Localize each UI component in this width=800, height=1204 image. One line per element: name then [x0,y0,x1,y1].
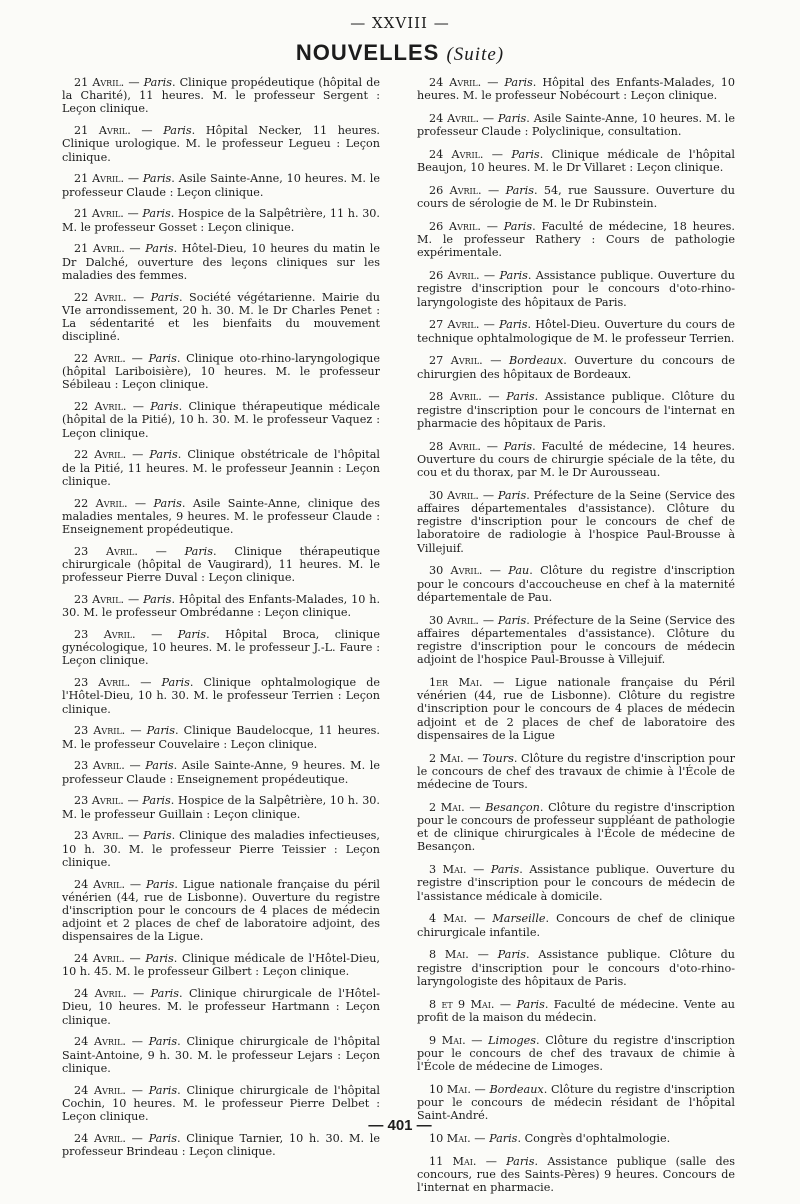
entry-date: 30 Avril. [429,488,479,502]
entry-text: Clinique ophtalmologique de l'Hôtel-Dieu, 10 h. 30. M. le professeur Terrien : Leçon clinique. [62,676,380,716]
entry-text: Préfecture de la Seine (Service des affaires départementales d'assistance). Clôture du registre d'inscription pour le concours de chef de laboratoire de radiologie à l'hospice Paul-Brousse à Villejuif. [417,488,735,555]
entry-date: 26 Avril. [429,184,482,197]
news-entry: 2 Mai. — Besançon. Clôture du registre d'inscription pour le concours de professeur suppléant de pathologie et de clinique chirurgicales à l'École de médecine de Besançon. [417,800,735,854]
entry-text: Faculté de médecine, 18 heures. M. le professeur Rathery : Cours de pathologie expérimentale. [417,220,735,260]
news-entry: 23 Avril. — Paris. Clinique Baudelocque, 11 heures. M. le professeur Couvelaire : Leçon clinique. [62,724,380,751]
news-entry: 2 Mai. — Tours. Clôture du registre d'inscription pour le concours de chef des travaux de chimie à l'École de médecine de Tours. [417,751,735,792]
news-entry: 9 Mai. — Limoges. Clôture du registre d'inscription pour le concours de chef des travaux de chimie à l'École de médecine de Limoges. [417,1033,735,1074]
news-entry: 24 Avril. — Paris. Clinique chirurgicale de l'hôpital Cochin, 10 heures. M. le professeur Pierre Delbet : Leçon clinique. [62,1083,380,1124]
entry-date: 11 Mai. [429,1154,477,1168]
entry-date: 24 Avril. [74,1035,126,1049]
news-entry: 21 Avril. — Paris. Hospice de la Salpêtrière, 11 h. 30. M. le professeur Gosset : Leçon clinique. [62,207,380,234]
entry-date: 23 Avril. [74,829,125,843]
entry-text: Hôpital des Enfants-Malades, 10 h. 30. M. le professeur Ombrédanne : Leçon clinique. [62,593,380,620]
news-entry: 1er Mai. — Ligue nationale française du Péril vénérien (44, rue de Lisbonne). Clôture du registre d'inscription pour le concours de 4 places de médecin adjoint et de 2 places de chef de laboratoire des dispensaires de la Ligue [417,676,735,742]
entry-text: Clinique thérapeutique chirurgicale (hôpital de Vaugirard), 11 heures. M. le professeur Pierre Duval : Leçon clinique. [62,544,380,585]
entry-date: 30 Avril. [429,564,483,578]
left-column [62,76,380,1167]
entry-date: 23 Avril. [74,759,125,773]
entry-date: 23 Avril. [74,593,125,607]
entry-place: Paris [148,1035,178,1049]
entry-date: 22 Avril. [74,290,127,304]
news-entry: 23 Avril. — Paris. Clinique thérapeutique chirurgicale (hôpital de Vaugirard), 11 heures. M. le professeur Pierre Duval : Leçon clinique. [62,544,380,585]
entry-place: Paris [142,794,171,808]
entry-date: 24 Avril. [74,1083,126,1097]
news-entry: 27 Avril. — Bordeaux. Ouverture du concours de chirurgien des hôpitaux de Bordeaux. [417,354,735,381]
entry-place: Paris [503,439,533,453]
entry-text: Clôture du registre d'inscription pour le concours d'accoucheuse en chef à la maternité départementale de Pau. [417,564,735,604]
entry-text: Clinique médicale de l'Hôtel-Dieu, 10 h. 45. M. le professeur Gilbert : Leçon clinique. [62,952,380,979]
entry-date: 21 Avril. [74,207,124,221]
entry-date: 2 Mai. [429,751,464,765]
news-entry: 4 Mai. — Marseille. Concours de chef de clinique chirurgicale infantile. [417,912,735,939]
entry-place: Paris [142,172,172,186]
entry-text: Clinique oto-rhino-laryngologique (hôpital Lariboisière), 10 heures. M. le professeur Sébileau : Leçon clinique. [62,352,380,392]
entry-text: Ouverture du concours de chirurgien des hôpitaux de Bordeaux. [417,354,735,381]
news-entry: 22 Avril. — Paris. Clinique thérapeutique médicale (hôpital de la Pitié), 10 h. 30. M. le professeur Vaquez : Leçon clinique. [62,400,380,440]
entry-text: Assistance publique. Ouverture du registre d'inscription pour le concours de médecin de l'assistance médicale à domicile. [417,863,735,903]
entry-place: Paris [497,488,527,502]
entry-text: Clinique chirurgicale de l'hôpital Saint-Antoine, 9 h. 30. M. le professeur Lejars : Leçon clinique. [62,1035,380,1075]
news-entry: 27 Avril. — Paris. Hôtel-Dieu. Ouverture du cours de technique ophtalmologique de M. le professeur Terrien. [417,318,735,345]
entry-text: Clôture du registre d'inscription pour le concours de professeur suppléant de pathologie et de clinique chirurgicales à l'École de médecine de Besançon. [417,800,735,854]
entry-date: 21 Avril. [74,124,131,138]
entry-place: Paris [163,124,192,138]
entry-place: Paris [505,184,534,197]
entry-text: Asile Sainte-Anne, 9 heures. M. le professeur Claude : Enseignement propédeutique. [62,759,380,786]
entry-text: Clôture du registre d'inscription pour le concours de chef des travaux de chimie à l'École de médecine de Tours. [417,751,735,792]
news-entry: 23 Avril. — Paris. Clinique ophtalmologique de l'Hôtel-Dieu, 10 h. 30. M. le professeur Terrien : Leçon clinique. [62,676,380,716]
entry-text: Hôpital Broca, clinique gynécologique, 10 heures. M. le professeur J.-L. Faure : Leçon clinique. [62,628,380,668]
entry-place: Paris [145,242,174,256]
entry-place: Paris [145,952,174,966]
entry-date: 30 Avril. [429,613,479,627]
news-entry: 21 Avril. — Paris. Clinique propédeutique (hôpital de la Charité), 11 heures. M. le professeur Sergent : Leçon clinique. [62,76,380,116]
entry-text: Asile Sainte-Anne, clinique des maladies mentales, 9 heures. M. le professeur Claude : Enseignement propédeutique. [62,496,380,537]
entry-place: Paris [143,593,172,607]
entry-date: 23 Avril. [74,544,138,558]
entry-text: Clinique des maladies infectieuses, 10 h. 30. M. le professeur Pierre Teissier : Leçon clinique. [62,829,380,869]
news-entry: 23 Avril. — Paris. Hôpital des Enfants-Malades, 10 h. 30. M. le professeur Ombrédanne : Leçon clinique. [62,593,380,620]
news-entry: 23 Avril. — Paris. Clinique des maladies infectieuses, 10 h. 30. M. le professeur Pierre Teissier : Leçon clinique. [62,829,380,869]
entry-place: Limoges [488,1033,536,1047]
entry-date: 9 Mai. [429,1033,466,1047]
entry-text: Hôpital Necker, 11 heures. Clinique urologique. M. le professeur Legueu : Leçon clinique. [62,124,380,164]
entry-date: 24 Avril. [74,1131,126,1145]
entry-place: Paris [150,987,179,1001]
entry-place: Paris [145,877,175,891]
entry-text: Congrès d'ophtalmologie. [524,1132,671,1146]
news-entry: 30 Avril. — Pau. Clôture du registre d'inscription pour le concours d'accoucheuse en chef à la maternité départementale de Pau. [417,564,735,604]
entry-place: Paris [497,613,527,627]
entry-date: 28 Avril. [429,390,482,404]
news-entry: 26 Avril. — Paris. Faculté de médecine, 18 heures. M. le professeur Rathery : Cours de pathologie expérimentale. [417,220,735,260]
entry-date: 2 Mai. [429,800,465,814]
news-entry: 26 Avril. — Paris. 54, rue Saussure. Ouverture du cours de sérologie de M. le Dr Rubinstein. [417,184,735,211]
entry-date: 23 Avril. [74,676,131,690]
news-entry: 22 Avril. — Paris. Société végétarienne. Mairie du VIe arrondissement, 20 h. 30. M. le Dr Charles Penet : La sédentarité et les bienfaits du mouvement discipliné. [62,290,380,344]
entry-date: 22 Avril. [74,352,126,366]
entry-date: 27 Avril. [429,318,480,332]
entry-date: 26 Avril. [429,220,481,233]
entry-place: Paris [146,724,176,738]
entry-date: 3 Mai. [429,863,467,877]
entry-text: Clinique chirurgicale de l'hôpital Cochin, 10 heures. M. le professeur Pierre Delbet : Leçon clinique. [62,1083,380,1124]
news-entry: 24 Avril. — Paris. Clinique Tarnier, 10 h. 30. M. le professeur Brindeau : Leçon clinique. [62,1131,380,1159]
entry-date: 23 Avril. [74,794,124,808]
entry-place: Paris [149,448,178,462]
entry-text: 54, rue Saussure. Ouverture du cours de sérologie de M. le Dr Rubinstein. [417,184,735,211]
entry-date: 10 Mai. [429,1082,471,1096]
news-entry: 22 Avril. — Paris. Clinique oto-rhino-laryngologique (hôpital Lariboisière), 10 heures. M. le professeur Sébileau : Leçon clinique. [62,352,380,392]
news-entry: 24 Avril. — Paris. Asile Sainte-Anne, 10 heures. M. le professeur Claude : Polyclinique, consultation. [417,112,735,139]
entry-date: 21 Avril. [74,242,125,256]
entry-place: Paris [150,400,179,414]
entry-text: Hôtel-Dieu, 10 heures du matin le Dr Dalché, ouverture des leçons cliniques sur les maladies des femmes. [62,242,380,282]
entry-text: Clinique thérapeutique médicale (hôpital de la Pitié), 10 h. 30. M. le professeur Vaquez : Leçon clinique. [62,400,380,440]
entry-place: Besançon [485,800,540,814]
entry-place: Bordeaux [489,1082,544,1096]
news-entry: 11 Mai. — Paris. Assistance publique (salle des concours, rue des Saints-Pères) 9 heures. Concours de l'internat en pharmacie. [417,1154,735,1195]
entry-text: Assistance publique. Clôture du registre d'inscription pour le concours de l'internat en pharmacie des hôpitaux de Paris. [417,390,735,430]
entry-text: Concours de chef de clinique chirurgicale infantile. [417,912,735,939]
entry-date: 22 Avril. [74,448,127,462]
entry-date: 22 Avril. [74,400,127,414]
entry-date: 24 Avril. [74,987,127,1001]
entry-date: 8 Mai. [429,948,469,962]
entry-place: Paris [148,1131,177,1145]
entry-place: Paris [143,829,172,843]
entry-date: 24 Avril. [429,148,484,161]
entry-place: Paris [503,220,533,233]
news-entry: 21 Avril. — Paris. Asile Sainte-Anne, 10 heures. M. le professeur Claude : Leçon clinique. [62,172,380,199]
news-entry: 30 Avril. — Paris. Préfecture de la Seine (Service des affaires départementales d'assistance). Clôture du registre d'inscription pour le concours de chef de laboratoire de radiologie à l'hospice Paul-Brousse à Villejuif. [417,488,735,555]
news-entry: 23 Avril. — Paris. Hôpital Broca, clinique gynécologique, 10 heures. M. le professeur J.-L. Faure : Leçon clinique. [62,628,380,668]
news-entry: 10 Mai. — Paris. Congrès d'ophtalmologie. [429,1132,671,1146]
entry-date: 27 Avril. [429,354,483,368]
news-entry: 21 Avril. — Paris. Hôtel-Dieu, 10 heures du matin le Dr Dalché, ouverture des leçons cliniques sur les maladies des femmes. [62,242,380,282]
entry-text: Hôpital des Enfants-Malades, 10 heures. M. le professeur Nobécourt : Leçon clinique. [417,76,735,103]
entry-place: Paris [499,269,528,283]
news-entry: 21 Avril. — Paris. Hôpital Necker, 11 heures. Clinique urologique. M. le professeur Legueu : Leçon clinique. [62,124,380,164]
entry-date: 24 Avril. [74,952,125,966]
entry-place: Paris [184,544,214,558]
entry-date: 24 Avril. [429,112,479,125]
entry-text: Asile Sainte-Anne, 10 heures. M. le professeur Claude : Leçon clinique. [62,172,380,199]
entry-place: Paris [511,148,540,161]
entry-text: Ligue nationale française du péril vénérien (44, rue de Lisbonne). Ouverture du registre d'inscription pour le concours de 4 places de médecin adjoint et 2 places de chef de laboratoire adjoint, des dispensaires de la Ligue. [62,877,380,944]
entry-text: Assistance publique (salle des concours, rue des Saints-Pères) 9 heures. Concours de l'internat en pharmacie. [417,1154,735,1195]
entry-text: Ligue nationale française du Péril vénérien (44, rue de Lisbonne). Clôture du registre d'inscription pour le concours de 4 places de médecin adjoint et de 2 places de chef de laboratoire des dispensaires de la Ligue [417,676,735,742]
entry-date: 4 Mai. [429,912,468,926]
page-title [0,40,800,66]
entry-text: Clinique obstétricale de l'hôpital de la Pitié, 11 heures. M. le professeur Jeannin : Leçon clinique. [62,448,380,488]
entry-place: Paris [506,390,535,404]
entry-place: Paris [177,628,207,642]
entry-place: Tours [482,751,514,765]
entry-place: Paris [148,352,177,366]
right-column [417,76,735,1204]
entry-text: Clôture du registre d'inscription pour le concours de chef des travaux de chimie à l'École de médecine de Limoges. [417,1033,735,1074]
entry-text: Clinique Baudelocque, 11 heures. M. le professeur Couvelaire : Leçon clinique. [62,724,380,751]
news-entry: 10 Mai. — Bordeaux. Clôture du registre d'inscription pour le concours de médecin résidant de l'hôpital Saint-André. [417,1082,735,1123]
news-entry: 28 Avril. — Paris. Faculté de médecine, 14 heures. Ouverture du cours de chirurgie spéciale de la tête, du cou et du thorax, par M. le Dr Aurousseau. [417,439,735,480]
entry-place: Paris [148,1083,178,1097]
entry-date: 23 Avril. [74,724,126,738]
title-suffix: (Suite) [446,44,505,65]
entry-text: Faculté de médecine, 14 heures. Ouverture du cours de chirurgie spéciale de la tête, du cou et du thorax, par M. le Dr Aurousseau. [417,439,735,480]
news-entry: 24 Avril. — Paris. Ligue nationale française du péril vénérien (44, rue de Lisbonne). Ouverture du registre d'inscription pour le concours de 4 places de médecin adjoint et 2 places de chef de laboratoire adjoint, des dispensaires de la Ligue. [62,877,380,944]
entry-place: Paris [497,112,527,125]
entry-text: Clinique chirurgicale de l'Hôtel-Dieu, 10 heures. M. le professeur Hartmann : Leçon clinique. [62,987,380,1027]
news-entry: 23 Avril. — Paris. Asile Sainte-Anne, 9 heures. M. le professeur Claude : Enseignement propédeutique. [62,759,380,786]
entry-date: 10 Mai. [429,1132,471,1146]
entry-place: Paris [145,759,174,773]
entry-place: Paris [489,1132,518,1146]
entry-date: 28 Avril. [429,439,481,453]
entry-place: Paris [490,863,520,877]
news-entry: 30 Avril. — Paris. Préfecture de la Seine (Service des affaires départementales d'assistance). Clôture du registre d'inscription pour le concours de médecin adjoint de l'hospice Paul-Brousse à Villejuif. [417,613,735,667]
entry-date: 22 Avril. [74,496,128,510]
entry-place: Bordeaux [508,354,564,368]
news-entry: 22 Avril. — Paris. Asile Sainte-Anne, clinique des maladies mentales, 9 heures. M. le professeur Claude : Enseignement propédeutique. [62,496,380,537]
roman-page-number: — XXVIII — [350,14,450,32]
entry-text: Asile Sainte-Anne, 10 heures. M. le professeur Claude : Polyclinique, consultation. [417,112,735,139]
entry-date: 23 Avril. [74,628,136,642]
entry-place: Paris [143,76,172,89]
entry-date: 26 Avril. [429,269,480,283]
entry-text: Hôtel-Dieu. Ouverture du cours de technique ophtalmologique de M. le professeur Terrien. [417,318,735,345]
news-entry: 24 Avril. — Paris. Clinique chirurgicale de l'Hôtel-Dieu, 10 heures. M. le professeur Hartmann : Leçon clinique. [62,987,380,1027]
news-entry: 3 Mai. — Paris. Assistance publique. Ouverture du registre d'inscription pour le concours de médecin de l'assistance médicale à domicile. [417,863,735,903]
entry-text: Société végétarienne. Mairie du VIe arrondissement, 20 h. 30. M. le Dr Charles Penet : La sédentarité et les bienfaits du mouvement discipliné. [62,290,380,344]
entry-text: Hospice de la Salpêtrière, 10 h. 30. M. le professeur Guillain : Leçon clinique. [62,794,380,821]
entry-date: 24 Avril. [74,877,126,891]
entry-text: Clinique Tarnier, 10 h. 30. M. le professeur Brindeau : Leçon clinique. [62,1131,380,1159]
entry-date: 21 Avril. [74,172,124,186]
news-entry: 22 Avril. — Paris. Clinique obstétricale de l'hôpital de la Pitié, 11 heures. M. le professeur Jeannin : Leçon clinique. [62,448,380,488]
entry-date: 1er Mai. [429,676,483,690]
entry-place: Paris [153,496,182,510]
entry-text: Assistance publique. Ouverture du registre d'inscription pour le concours d'oto-rhino-laryngologiste des hôpitaux de Paris. [417,269,735,309]
entry-text: Faculté de médecine. Vente au profit de la maison du médecin. [417,997,735,1024]
entry-text: Clôture du registre d'inscription pour le concours de médecin résidant de l'hôpital Saint-André. [417,1082,735,1123]
entry-place: Pau [508,564,530,578]
entry-date: 21 Avril. [74,76,125,89]
entry-text: Clinique propédeutique (hôpital de la Charité), 11 heures. M. le professeur Sergent : Leçon clinique. [62,76,380,116]
news-entry: 24 Avril. — Paris. Clinique chirurgicale de l'hôpital Saint-Antoine, 9 h. 30. M. le professeur Lejars : Leçon clinique. [62,1035,380,1075]
entry-place: Marseille [492,912,546,926]
entry-text: Hospice de la Salpêtrière, 11 h. 30. M. le professeur Gosset : Leçon clinique. [62,207,380,234]
news-entry: 28 Avril. — Paris. Assistance publique. Clôture du registre d'inscription pour le concours de l'internat en pharmacie des hôpitaux de Paris. [417,390,735,430]
entry-place: Paris [150,290,180,304]
news-entry: 8 et 9 Mai. — Paris. Faculté de médecine. Vente au profit de la maison du médecin. [417,997,735,1024]
entry-place: Paris [497,948,526,962]
news-entry: 23 Avril. — Paris. Hospice de la Salpêtrière, 10 h. 30. M. le professeur Guillain : Leçon clinique. [62,794,380,821]
entry-place: Paris [504,76,533,89]
entry-text: Clinique médicale de l'hôpital Beaujon, 10 heures. M. le Dr Villaret : Leçon clinique. [417,148,735,175]
entry-place: Paris [499,318,528,332]
title-main: NOUVELLES [295,40,440,65]
news-entry: 24 Avril. — Paris. Hôpital des Enfants-Malades, 10 heures. M. le professeur Nobécourt : Leçon clinique. [417,76,735,103]
entry-place: Paris [142,207,171,221]
entry-place: Paris [516,997,545,1011]
news-entry: 24 Avril. — Paris. Clinique médicale de l'hôpital Beaujon, 10 heures. M. le Dr Villaret : Leçon clinique. [417,148,735,175]
page-number: — 401 — [368,1117,432,1134]
news-entry: 26 Avril. — Paris. Assistance publique. Ouverture du registre d'inscription pour le concours d'oto-rhino-laryngologiste des hôpitaux de Paris. [417,269,735,309]
entry-date: 8 et 9 Mai. [429,997,495,1011]
entry-text: Préfecture de la Seine (Service des affaires départementales d'assistance). Clôture du registre d'inscription pour le concours de médecin adjoint de l'hospice Paul-Brousse à Villejuif. [417,613,735,667]
entry-place: Paris [506,1154,535,1168]
news-entry: 8 Mai. — Paris. Assistance publique. Clôture du registre d'inscription pour le concours d'oto-rhino-laryngologiste des hôpitaux de Paris. [417,948,735,988]
news-entry: 24 Avril. — Paris. Clinique médicale de l'Hôtel-Dieu, 10 h. 45. M. le professeur Gilbert : Leçon clinique. [62,952,380,979]
entry-place: Paris [161,676,190,690]
entry-date: 24 Avril. [429,76,482,89]
entry-text: Assistance publique. Clôture du registre d'inscription pour le concours d'oto-rhino-laryngologiste des hôpitaux de Paris. [417,948,735,988]
